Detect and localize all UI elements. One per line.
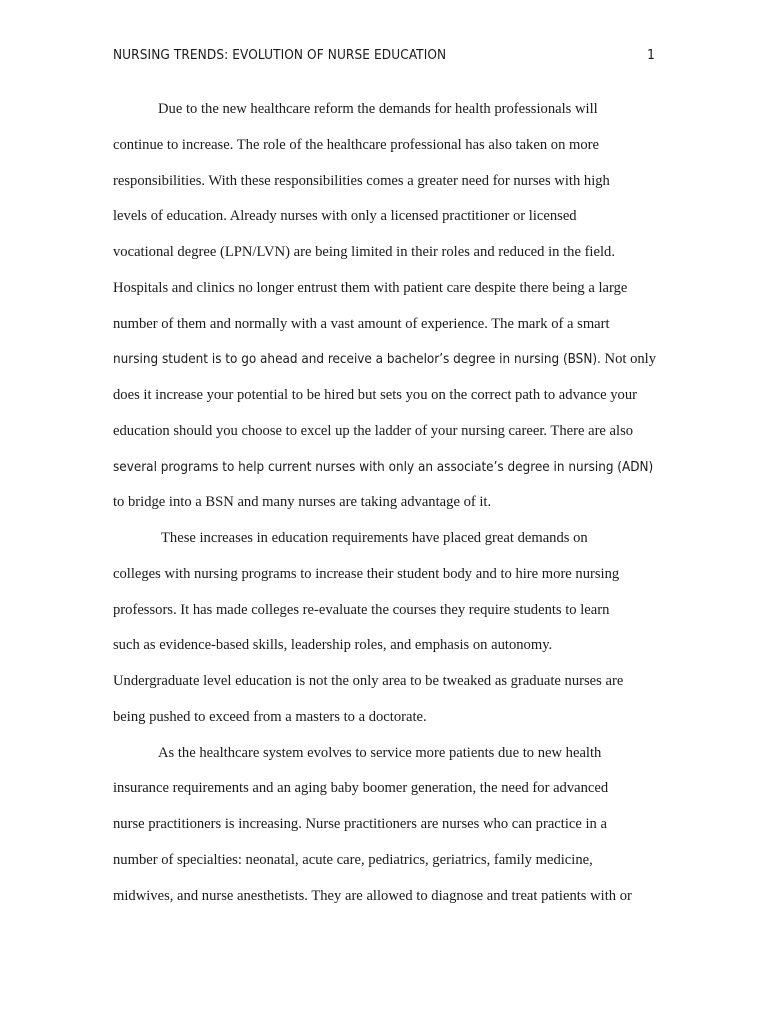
paragraph-1-line: responsibilities. With these responsibilities comes a greater need for nurses with high [113,172,610,189]
paragraph-2-line: such as evidence-based skills, leadership roles, and emphasis on autonomy. [113,637,553,654]
paragraph-1-line: education should you choose to excel up the ladder of your nursing career. There are also [113,422,634,439]
paragraph-3-line: number of specialties: neonatal, acute care, pediatrics, geriatrics, family medicine, [113,851,593,868]
running-head-title: NURSING TRENDS: EVOLUTION OF NURSE EDUCATION [113,47,447,63]
body-text [113,92,655,914]
page-number: 1 [647,47,655,63]
paragraph-3-line: nurse practitioners is increasing. Nurse practitioners are nurses who can practice in a [113,816,607,832]
paragraph-1-line-sans-part: nursing student is to go ahead and receive a bachelor’s degree in nursing (BSN). [113,352,601,368]
running-head [113,47,655,67]
paragraph-1-line: levels of education. Already nurses with only a licensed practitioner or licensed [113,208,577,225]
paragraph-2-line: professors. It has made colleges re-evaluate the courses they require students to learn [113,601,610,618]
paragraph-1-line [113,342,655,378]
paragraph-3-line: insurance requirements and an aging baby boomer generation, the need for advanced [113,780,609,797]
paragraph-2-line: colleges with nursing programs to increase their student body and to hire more nursing [113,565,620,582]
paragraph-1-line: Hospitals and clinics no longer entrust them with patient care despite there being a large [113,279,628,296]
paragraph-1-line: to bridge into a BSN and many nurses are taking advantage of it. [113,494,492,511]
paragraph-1-line [113,450,655,486]
paragraph-2-line: being pushed to exceed from a masters to a doctorate. [113,708,427,725]
paragraph-2-line: Undergraduate level education is not the only area to be tweaked as graduate nurses are [113,673,624,689]
paragraph-1-line: number of them and normally with a vast amount of experience. The mark of a smart [113,315,610,332]
paragraph-1-line: vocational degree (LPN/LVN) are being limited in their roles and reduced in the field. [113,244,615,260]
paragraph-1-line-serif-part: Not only [600,351,657,368]
paragraph-2-line: These increases in education requirements have placed great demands on [161,530,588,546]
paragraph-3-line: midwives, and nurse anesthetists. They are allowed to diagnose and treat patients with or [113,887,632,904]
paragraph-3-line: As the healthcare system evolves to service more patients due to new health [158,744,602,761]
paragraph-1-line: does it increase your potential to be hired but sets you on the correct path to advance your [113,387,637,403]
paragraph-1-line-sans-part: several programs to help current nurses with only an associate’s degree in nursing (ADN) [113,459,654,475]
paragraph-1-line: Due to the new healthcare reform the demands for health professionals will [158,101,598,117]
paragraph-1-line: continue to increase. The role of the healthcare professional has also taken on more [113,136,600,153]
